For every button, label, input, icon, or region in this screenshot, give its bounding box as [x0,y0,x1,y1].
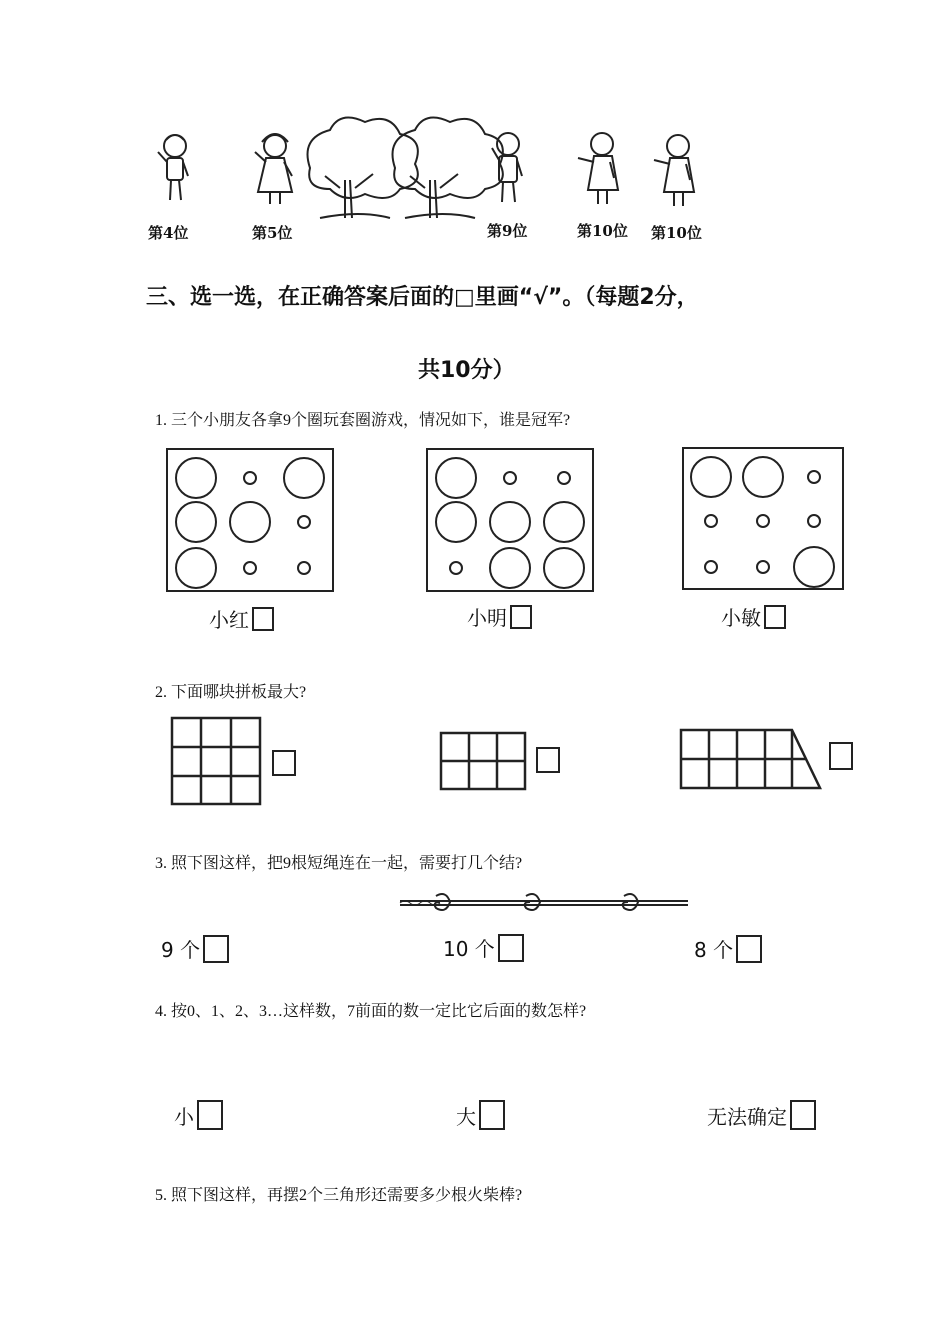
q4-option-2-checkbox[interactable] [479,1100,505,1130]
q2-option-2-checkbox[interactable] [536,747,560,773]
child-figure-4 [578,133,618,204]
child-figure-1 [158,135,188,200]
q1-option-2-label: 小明 [467,606,507,630]
q2-option-3-checkbox[interactable] [829,742,853,770]
ring-toss-board-xiaohong [166,448,334,592]
section-title-line1: 三、选一选，在正确答案后面的□里画“√”。（每题2分， [146,285,699,310]
question-3-text: 3. 照下图这样，把9根短绳连在一起，需要打几个结? [155,855,523,872]
q4-option-1-label: 小 [174,1104,194,1129]
position-label-1: 第4位 [148,224,189,242]
puzzle-board-2 [440,732,528,796]
child-figure-3 [492,133,522,202]
position-label-3: 第9位 [487,222,528,240]
q4-option-3-checkbox[interactable] [790,1100,816,1130]
q1-option-1 [209,604,274,633]
position-label-5: 第10位 [651,224,702,242]
q4-option-1 [174,1100,223,1130]
q3-option-1 [161,934,229,963]
q1-option-3-checkbox[interactable] [764,605,786,629]
q3-option-2-label: 10 个 [443,937,495,961]
q3-option-1-label: 9 个 [161,938,201,962]
top-figure [140,118,720,248]
puzzle-board-1 [171,717,263,811]
q4-option-1-checkbox[interactable] [197,1100,223,1130]
question-5-text: 5. 照下图这样，再摆2个三角形还需要多少根火柴棒? [155,1187,523,1204]
q3-option-1-checkbox[interactable] [203,935,229,963]
q2-option-1-checkbox[interactable] [272,750,296,776]
section-title-line2: 共10分） [418,358,515,383]
knotted-rope-figure [398,890,692,920]
puzzle-board-3 [680,729,822,795]
question-4-text: 4. 按0、1、2、3…这样数，7前面的数一定比它后面的数怎样? [155,1003,587,1020]
q3-option-3-label: 8 个 [694,938,734,962]
tree-2 [393,118,503,219]
ring-toss-board-xiaoming [426,448,594,592]
children-trees-illustration [140,118,720,248]
q1-option-1-checkbox[interactable] [252,607,274,631]
q1-option-1-label: 小红 [209,608,249,632]
position-label-2: 第5位 [252,224,293,242]
q1-option-3 [721,602,786,631]
ring-toss-board-xiaomin [682,447,844,590]
position-label-4: 第10位 [577,222,628,240]
q1-option-3-label: 小敏 [721,606,761,630]
question-1-text: 1. 三个小朋友各拿9个圈玩套圈游戏，情况如下，谁是冠军? [155,412,571,429]
q3-option-2-checkbox[interactable] [498,934,524,962]
q1-option-2 [467,602,532,631]
q3-option-3-checkbox[interactable] [736,935,762,963]
question-2-text: 2. 下面哪块拼板最大? [155,684,307,701]
q3-option-2 [443,933,524,962]
q4-option-2-label: 大 [456,1104,476,1129]
q4-option-3-label: 无法确定 [707,1104,787,1129]
q1-option-2-checkbox[interactable] [510,605,532,629]
q4-option-3 [707,1100,816,1130]
tree-1 [308,118,418,219]
q4-option-2 [456,1100,505,1130]
q3-option-3 [694,934,762,963]
child-figure-2 [255,134,292,204]
child-figure-5 [654,135,694,206]
